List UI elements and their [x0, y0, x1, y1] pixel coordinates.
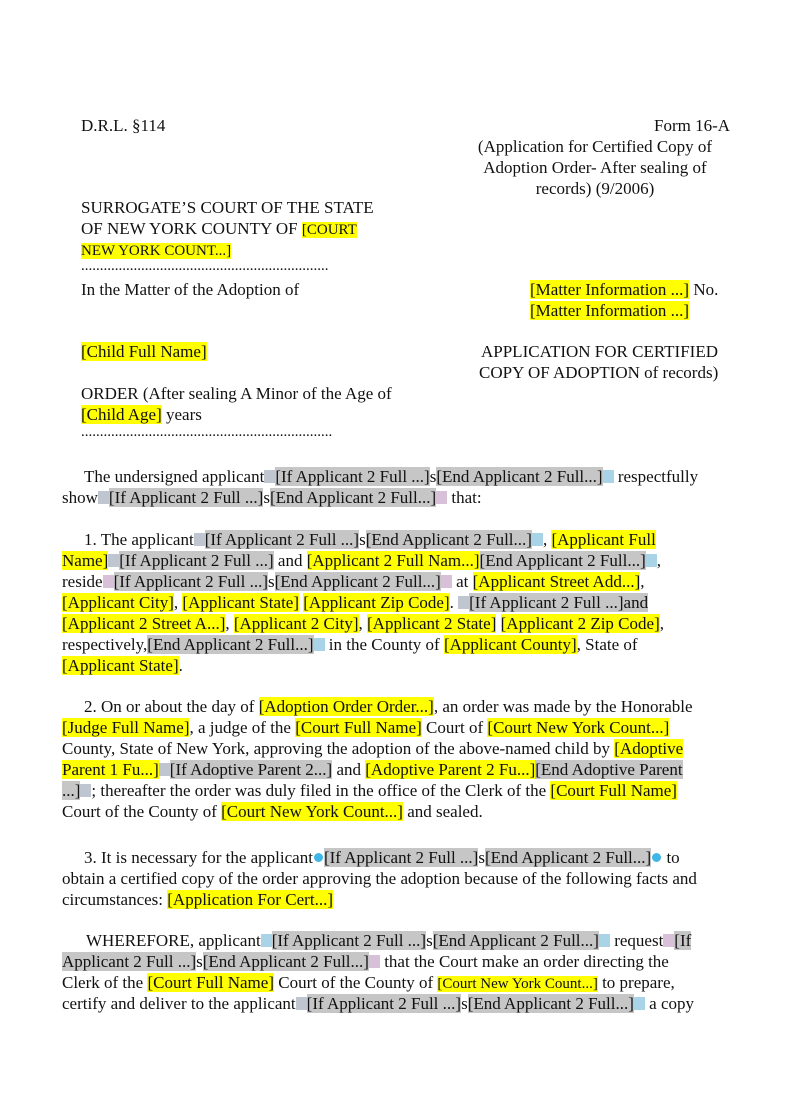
court-name-line-1: SURROGATE’S COURT OF THE STATE	[81, 198, 374, 217]
court-county-field[interactable]: [COURT	[301, 222, 357, 238]
child-age-field[interactable]: [Child Age]	[81, 405, 162, 424]
application-title-1: APPLICATION FOR CERTIFIED	[481, 342, 718, 361]
field-marker-icon	[458, 596, 469, 609]
field-marker-icon	[98, 491, 109, 504]
p2-line-6: Court of the County of [Court New York Count...] and sealed.	[62, 802, 483, 821]
intro-line-2: show [If Applicant 2 Full ...]s[End Applicant 2 Full...] that:	[62, 488, 482, 507]
p1-line-5: [Applicant 2 Street A...], [Applicant 2 City], [Applicant 2 State] [Applicant 2 Zip Code],	[62, 614, 664, 633]
intro-line-1: The undersigned applicant [If Applicant 2 Full ...]s[End Applicant 2 Full...] respectfully	[84, 467, 699, 486]
field-marker-icon	[436, 491, 447, 504]
field-marker-icon	[532, 533, 543, 546]
field-marker-icon	[314, 853, 323, 862]
matter-heading: In the Matter of the Adoption of	[81, 280, 300, 299]
field-marker-icon	[652, 853, 661, 862]
court-county-field-cont: NEW YORK COUNT...]	[81, 243, 232, 259]
child-age-line: [Child Age] years	[81, 405, 202, 424]
p4-line-4: certify and deliver to the applicant [If Applicant 2 Full ...]s[End Applicant 2 Full...] a copy	[62, 994, 694, 1013]
p4-line-1: WHEREFORE, applicant [If Applicant 2 Full ...]s[End Applicant 2 Full...] request [If	[86, 931, 692, 950]
application-title-2: COPY OF ADOPTION of records)	[479, 363, 719, 382]
field-marker-icon	[441, 575, 452, 588]
p4-line-2: Applicant 2 Full ...]s[End Applicant 2 Full...] that the Court make an order directing the	[62, 952, 669, 971]
p1-line-1: 1. The applicant [If Applicant 2 Full ...]s[End Applicant 2 Full...] , [Applicant Full	[84, 530, 656, 549]
p3-line-3: circumstances: [Application For Cert...]	[62, 890, 333, 909]
field-marker-icon	[646, 554, 657, 567]
field-marker-icon	[159, 763, 170, 776]
order-line: ORDER (After sealing A Minor of the Age of	[81, 384, 392, 403]
child-name-field: [Child Full Name]	[81, 342, 207, 361]
p3-line-2: obtain a certified copy of the order approving the adoption because of the following facts and	[62, 869, 697, 888]
p2-line-1: 2. On or about the day of [Adoption Order Order...], an order was made by the Honorable	[84, 697, 693, 716]
separator-dots: ..................................................................	[81, 258, 329, 274]
separator-dots-2: ...................................................................	[81, 424, 333, 440]
field-marker-icon	[634, 997, 645, 1010]
p2-line-2: [Judge Full Name], a judge of the [Court Full Name] Court of [Court New York Count...]	[62, 718, 670, 737]
form-description: (Application for Certified Copy of Adoption Order- After sealing of records) (9/2006)	[477, 137, 713, 198]
field-marker-icon	[108, 554, 119, 567]
p1-line-6: respectively,[End Applicant 2 Full...] in the County of [Applicant County], State of	[62, 635, 638, 654]
matter-number-line: [Matter Information ...] No.	[530, 280, 719, 299]
field-marker-icon	[194, 533, 205, 546]
matter-info-field-2: [Matter Information ...]	[530, 301, 690, 320]
field-marker-icon	[599, 934, 610, 947]
p1-line-7: [Applicant State].	[62, 656, 183, 675]
field-marker-icon	[103, 575, 114, 588]
field-marker-icon	[264, 470, 275, 483]
p4-line-3: Clerk of the [Court Full Name] Court of the County of [Court New York Count...] to prepare,	[62, 973, 675, 992]
field-marker-icon	[296, 997, 307, 1010]
p2-line-5: ...] ; thereafter the order was duly filed in the office of the Clerk of the [Court Full Name]	[62, 781, 677, 800]
court-name-line-2: OF NEW YORK COUNTY OF [COURT	[81, 219, 357, 238]
matter-info-field[interactable]: [Matter Information ...]	[530, 280, 690, 299]
p1-line-3: reside [If Applicant 2 Full ...]s[End Applicant 2 Full...] at [Applicant Street Add...],	[62, 572, 645, 591]
field-marker-icon	[603, 470, 614, 483]
p2-line-4: Parent 1 Fu...] [If Adoptive Parent 2...] and [Adoptive Parent 2 Fu...][End Adoptive Parent	[62, 760, 683, 779]
form-number: Form 16-A	[654, 116, 731, 135]
field-marker-icon	[80, 784, 91, 797]
p1-line-2: Name] [If Applicant 2 Full ...] and [Applicant 2 Full Nam...][End Applicant 2 Full...] ,	[62, 551, 661, 570]
field-marker-icon	[261, 934, 272, 947]
field-marker-icon	[663, 934, 674, 947]
p1-line-4: [Applicant City], [Applicant State] [Applicant Zip Code]. [If Applicant 2 Full ...]and	[62, 593, 649, 612]
field-marker-icon	[369, 955, 380, 968]
field-marker-icon	[314, 638, 325, 651]
p2-line-3: County, State of New York, approving the adoption of the above-named child by [Adoptive	[62, 739, 684, 758]
statute-reference: D.R.L. §114	[81, 116, 166, 135]
p3-line-1: 3. It is necessary for the applicant [If Applicant 2 Full ...]s[End Applicant 2 Full...] to	[84, 848, 680, 867]
